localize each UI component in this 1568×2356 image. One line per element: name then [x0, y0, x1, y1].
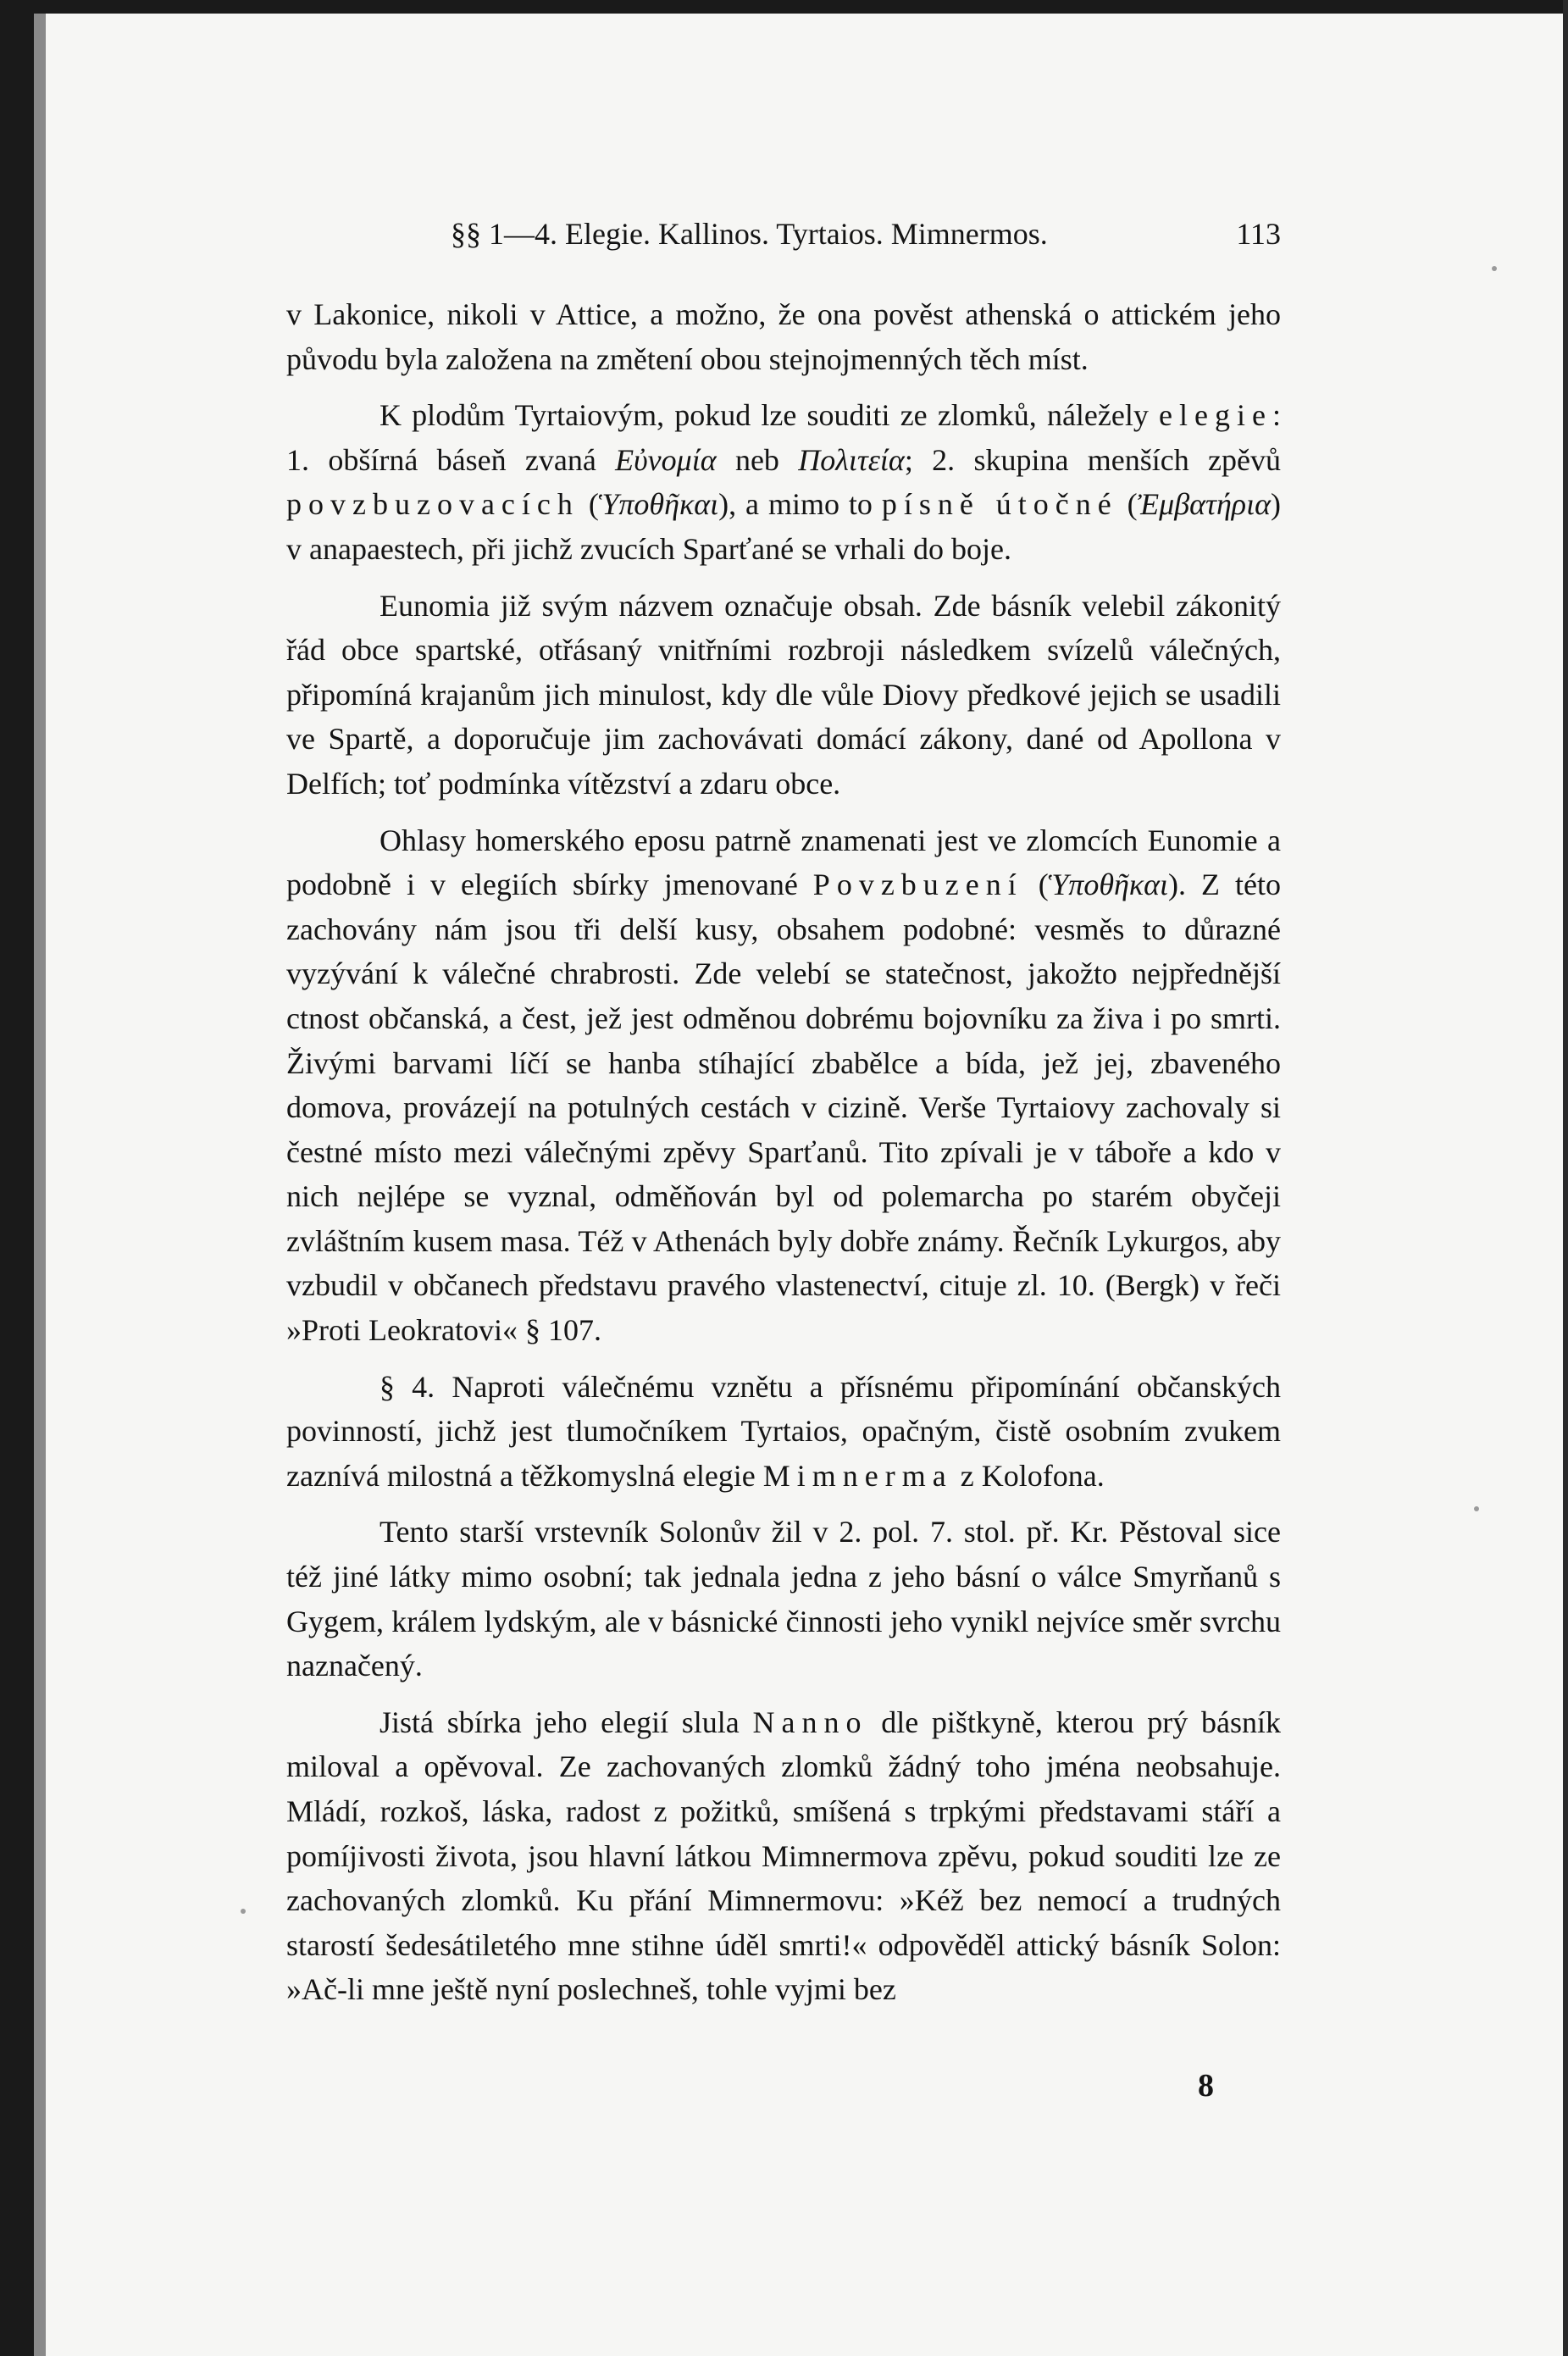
greek-term: Ὑποθῆκαι [598, 487, 719, 522]
spaced-term: Povzbuzení [812, 868, 1023, 902]
paragraph-4: Ohlasy homerského eposu patrně znamenati jest ve zlomcích Eunomie a podobně i v elegiích sbírky jmenované Povzbuzení (Ὑποθῆκαι). Z této zachovány nám jsou tři delší kusy, obsahem podobné: vesměs to důrazné vyzývání k válečné chrabrosti. Zde velebí se statečnost, jakožto nejpřednější ctnost občanská, a čest, jež jest odměnou dobrému bojovníku za živa i po smrti. Živými barvami líčí se hanba stíhající zbabělce a bída, jež jej, zbaveného domova, provázejí na potulných cestách v cizině. Verše Tyrtaiovy zachovaly si čestné místo mezi válečnými zpěvy Sparťanů. Tito zpívali je v táboře a kdo v nich nejlépe se vyznal, odměňován byl od polemarcha po starém obyčeji zvláštním kusem masa. Též v Athenách byly dobře známy. Řečník Lykurgos, aby vzbudil v občanech představu pravého vlastenectví, cituje zl. 10. (Bergk) v řeči »Proti Leokratovi« § 107. [286, 823, 1281, 1348]
speck [241, 1909, 246, 1914]
speck [1474, 1506, 1479, 1511]
signature-mark: 8 [1198, 2068, 1214, 2104]
spaced-term: písně útočné [881, 487, 1118, 522]
running-head-title: §§ 1—4. Elegie. Kallinos. Tyrtaios. Mimnermos. [451, 217, 1048, 251]
greek-term: Ὑποθῆκαι [1048, 868, 1169, 902]
scan-border-left-shadow [34, 14, 46, 2356]
spaced-term: elegie [1159, 398, 1272, 433]
spaced-term: povzbuzovacích [286, 487, 579, 522]
spaced-term: Mimnerma [762, 1458, 953, 1493]
scan-border-right [1563, 0, 1568, 2356]
paragraph-6: Tento starší vrstevník Solonův žil v 2. pol. 7. stol. př. Kr. Pěstoval sice též jiné látky mimo osobní; tak jednala jedna z jeho básní o válce Smyrňanů s Gygem, králem lydským, ale v básnické činnosti jeho vynikl nejvíce směr svrchu naznačený. [286, 1515, 1281, 1683]
page-number: 113 [1236, 217, 1281, 251]
spaced-term: Nanno [752, 1705, 868, 1739]
paragraph-7: Jistá sbírka jeho elegií slula Nanno dle pištkyně, kterou prý básník miloval a opěvoval. Ze zachovaných zlomků žádný toho jména neobsahuje. Mládí, rozkoš, láska, radost z požitků, smíšená s trpkými představami stáří a pomíjivosti života, jsou hlavní látkou Mimnermova zpěvu, pokud souditi lze ze zachovaných zlomků. Ku přání Mimnermovu: »Kéž bez nemocí a trudných starostí šedesátiletého mne stihne úděl smrti!« odpověděl attický básník Solon: »Ač-li mne ještě nyní poslechneš, tohle vyjmi bez [286, 1705, 1282, 2007]
body-text [286, 292, 1281, 2012]
paragraph-3: Eunomia již svým názvem označuje obsah. Zde básník velebil zákonitý řád obce spartské, otřásaný vnitřními rozbroji následkem svízelů válečných, připomíná krajanům jich minulost, kdy dle vůle Diovy předkové jejich se usadili ve Spartě, a doporučuje jim zachovávati domácí zákony, dané od Apollona v Delfích; toť podmínka vítězství a zdaru obce. [286, 588, 1281, 801]
paragraph-5: § 4. Naproti válečnému vznětu a přísnému připomínání občanských povinností, jichž jest tlumočníkem Tyrtaios, opačným, čistě osobním zvukem zaznívá milostná a těžkomyslná elegie Mimnerma z Kolofona. [286, 1369, 1281, 1493]
greek-term: Ἐμβατήρια [1137, 487, 1271, 522]
paragraph-2: K plodům Tyrtaiovým, pokud lze souditi ze zlomků, náležely elegie: 1. obšírná báseň zvaná Εὐνομία neb Πολιτεία; 2. skupina menších zpěvů povzbuzovacích (Ὑποθῆκαι), a mimo to písně útočné (Ἐμβατήρια) v anapaestech, při jichž zvucích Sparťané se vrhali do boje. [286, 398, 1282, 566]
greek-term: Πολιτεία [798, 442, 905, 477]
greek-term: Εὐνομία [615, 442, 717, 477]
scan-border-left [0, 0, 34, 2356]
scan-border-top [0, 0, 1568, 14]
paragraph-1: v Lakonice, nikoli v Attice, a možno, že ona pověst athenská o attickém jeho původu byla založena na změtení obou stejnojmenných těch míst. [286, 297, 1281, 376]
speck [1492, 266, 1497, 271]
